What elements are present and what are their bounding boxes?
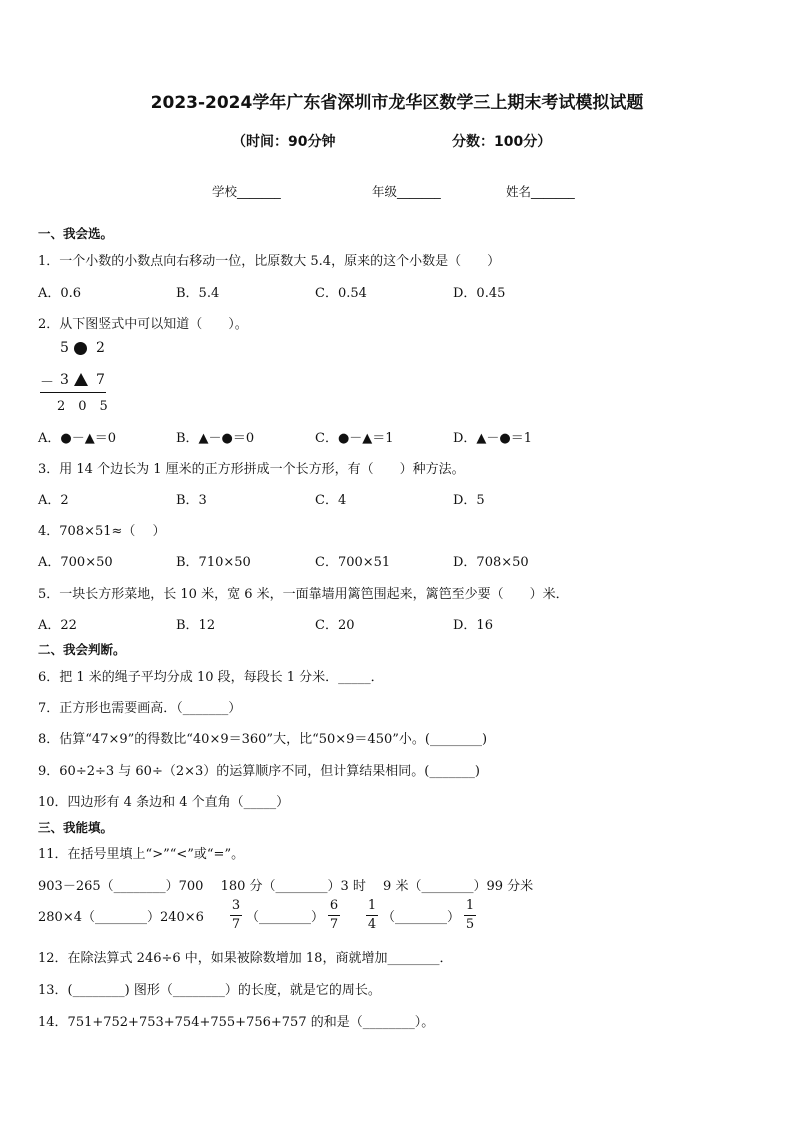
fraction [464, 898, 476, 933]
vertical-result: 2 0 5 [57, 399, 108, 414]
section-heading: 一、我会选。 [38, 226, 114, 241]
page-title: 2023-2024学年广东省深圳市龙华区数学三上期末考试模拟试题 [150, 93, 644, 113]
question-9: 9．60÷2÷3 与 60÷（2×3）的运算顺序不同，但计算结果相同。(_______) [38, 764, 480, 779]
numerator: 3 [231, 898, 241, 913]
vertical-digit: 2 [96, 340, 105, 356]
denominator: 5 [465, 917, 475, 932]
option-d: D．▲－●＝1 [453, 431, 533, 446]
vertical-digit: 5 [60, 340, 69, 356]
question-12: 12．在除法算式 246÷6 中，如果被除数增加 18，商就增加________． [38, 951, 453, 966]
exam-time: （时间：90分钟 [232, 134, 336, 150]
question-3: 3．用 14 个边长为 1 厘米的正方形拼成一个长方形，有（ ）种方法。 [38, 462, 465, 477]
vertical-digit: 7 [96, 372, 105, 388]
exam-score: 分数：100分） [452, 134, 552, 150]
question-6: 6．把 1 米的绳子平均分成 10 段，每段长 1 分米．_____． [38, 670, 384, 685]
option-b: B．5.4 [176, 286, 220, 301]
compare-blank: （________） [245, 910, 324, 925]
option-a: A．0.6 [38, 286, 82, 301]
option-b: B．▲－●＝0 [176, 431, 255, 446]
school-field: 学校_______ [212, 184, 281, 199]
name-field: 姓名_______ [506, 184, 575, 199]
denominator: 4 [367, 917, 377, 932]
vertical-line [40, 392, 106, 393]
option-d: D．16 [453, 618, 493, 633]
option-a: A．●－▲＝0 [38, 431, 117, 446]
question-14: 14．751+752+753+754+755+756+757 的和是（________）。 [38, 1015, 435, 1030]
option-a: A．2 [38, 493, 69, 508]
question-4: 4．708×51≈（ ） [38, 524, 166, 539]
option-d: D．708×50 [453, 555, 529, 570]
question-5: 5．一块长方形菜地，长 10 米，宽 6 米，一面靠墙用篱笆围起来，篱笆至少要（ ）米． [38, 587, 569, 602]
option-c: C．20 [315, 618, 355, 633]
compare-blank: （________） [381, 910, 460, 925]
option-c: C．4 [315, 493, 347, 508]
option-a: A．700×50 [38, 555, 113, 570]
question-13: 13．(________) 图形（________）的长度，就是它的周长。 [38, 983, 381, 998]
grade-field: 年级_______ [372, 184, 441, 199]
question-8: 8．估算“47×9”的得数比“40×9＝360”大，比“50×9＝450”小。(________) [38, 732, 488, 747]
option-c: C．0.54 [315, 286, 367, 301]
fraction [328, 898, 340, 933]
option-d: D．5 [453, 493, 485, 508]
numerator: 6 [329, 898, 339, 913]
fraction [366, 898, 378, 933]
numerator: 1 [367, 898, 377, 913]
option-c: C．700×51 [315, 555, 391, 570]
denominator: 7 [329, 917, 339, 932]
circle-symbol-icon [74, 342, 87, 355]
question-7: 7．正方形也需要画高．（_______） [38, 701, 242, 716]
numerator: 1 [465, 898, 475, 913]
fraction [230, 898, 242, 933]
section-heading: 三、我能填。 [38, 820, 114, 835]
question-2: 2．从下图竖式中可以知道（ ）。 [38, 317, 248, 332]
compare-row [38, 898, 476, 933]
option-b: B．710×50 [176, 555, 251, 570]
question-11: 11．在括号里填上“>”“<”或“=”。 [38, 847, 245, 862]
denominator: 7 [231, 917, 241, 932]
compare-item: 280×4（________）240×6 [38, 910, 204, 925]
option-b: B．3 [176, 493, 207, 508]
option-b: B．12 [176, 618, 216, 633]
option-c: C．●－▲＝1 [315, 431, 394, 446]
question-10: 10．四边形有 4 条边和 4 个直角（_____） [38, 795, 290, 810]
section-heading: 二、我会判断。 [38, 642, 126, 657]
compare-row: 903－265（________）700 180 分（________）3 时 9 米（________）99 分米 [38, 879, 534, 894]
vertical-digit: 3 [60, 372, 69, 388]
question-1: 1．一个小数的小数点向右移动一位，比原数大 5.4，原来的这个小数是（ ） [38, 254, 501, 269]
minus-sign: － [40, 375, 54, 391]
triangle-symbol-icon [74, 373, 88, 386]
option-d: D．0.45 [453, 286, 506, 301]
option-a: A．22 [38, 618, 77, 633]
